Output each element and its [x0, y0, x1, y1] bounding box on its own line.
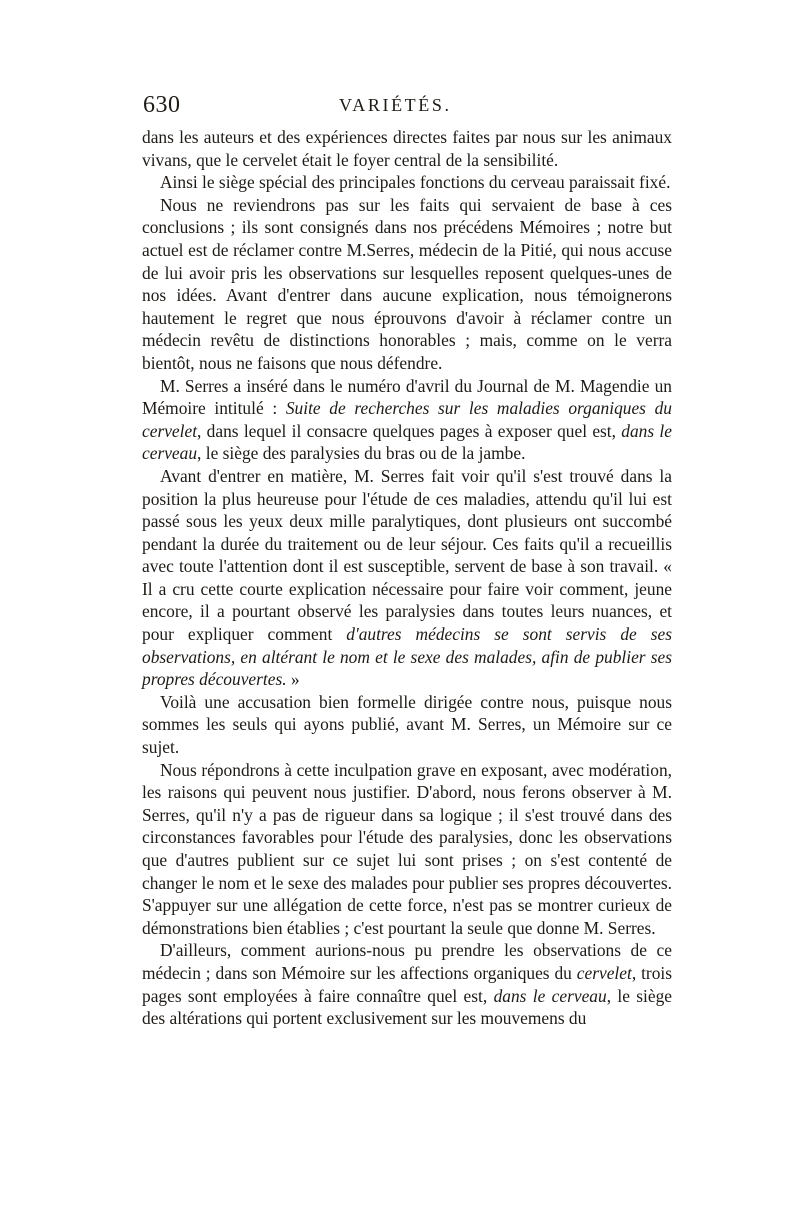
italic-phrase: dans le cerveau: [493, 985, 607, 1006]
paragraph-text: Nous ne reviendrons pas sur les faits qui servaient de base à ces conclusions ; ils sont consignés dans nos précédens Mémoires ; notre but actuel est de réclamer contre M.Serres, médecin de la Pitié, qui nous accuse de lui avoir pris les observations sur lesquelles reposent quelques-unes de nos idées. Avant d'entrer dans aucune explication, nous témoignerons hautement le regret que nous éprouvons d'avoir à réclamer contre un médecin revêtu de distinctions honorables ; mais, comme on le verra bientôt, nous ne faisons que nous défendre.: [142, 194, 672, 373]
paragraph: [142, 126, 672, 171]
paragraph-text: , le siège des paralysies du bras ou de la jambe.: [197, 443, 526, 464]
paragraph-text: D'ailleurs, comment aurions-nous pu prendre les observations de ce médecin ; dans son Mémoire sur les affections organiques du: [142, 940, 672, 983]
paragraph: [142, 171, 672, 194]
paragraph-text: »: [286, 669, 300, 690]
paragraph-text: Voilà une accusation bien formelle dirigée contre nous, puisque nous sommes les seuls qui ayons publié, avant M. Serres, un Mémoire sur ce sujet.: [142, 691, 672, 758]
page-header: [143, 92, 663, 122]
paragraph-text: , trois pages sont employées à faire connaître quel est,: [142, 962, 672, 1006]
page-number: 630: [143, 92, 181, 118]
paragraph: [142, 375, 672, 465]
italic-title: Suite de recherches sur les maladies organiques du cervelet: [142, 398, 673, 441]
paragraph-text: , dans lequel il consacre quelques pages à exposer quel est,: [197, 420, 622, 441]
paragraph-text: , le siège des altérations qui portent exclusivement sur les mouvemens du: [142, 985, 672, 1029]
body-text: [142, 126, 672, 1030]
italic-phrase: dans le cerveau: [142, 420, 672, 464]
paragraph: [142, 465, 672, 691]
paragraph-text: Ainsi le siège spécial des principales fonctions du cerveau paraissait fixé.: [160, 172, 671, 193]
italic-quote: d'autres médecins se sont servis de ses observations, en altérant le nom et le sexe des malades, afin de publier ses propres découvertes.: [142, 624, 672, 690]
paragraph: [142, 691, 672, 759]
paragraph-text: Avant d'entrer en matière, M. Serres fait voir qu'il s'est trouvé dans la position la plus heureuse pour l'étude de ces maladies, attendu qu'il lui est passé sous les yeux deux mille paralytiques, dont plusieurs ont succombé pendant la durée du traitement ou de leur séjour. Ces faits qu'il a recueillis avec toute l'attention dont il est susceptible, servent de base à son travail. « Il a cru cette courte explication nécessaire pour faire voir comment, jeune encore, il a pourtant observé les paralysies dans toutes leurs nuances, et pour expliquer comment: [142, 465, 672, 645]
paragraph: [142, 759, 672, 940]
running-head: VARIÉTÉS.: [339, 95, 452, 115]
paragraph-text: dans les auteurs et des expériences directes faites par nous sur les animaux vivans, que le cervelet était le foyer central de la sensibilité.: [142, 127, 672, 170]
italic-phrase: cervelet: [576, 962, 632, 983]
paragraph-text: M. Serres a inséré dans le numéro d'avril du Journal de M. Magendie un Mémoire intitulé :: [142, 375, 672, 419]
paragraph-text: Nous répondrons à cette inculpation grave en exposant, avec modération, les raisons qui peuvent nous justifier. D'abord, nous ferons observer à M. Serres, qu'il n'y a pas de rigueur dans sa logique ; il s'est trouvé dans des circonstances favorables pour l'étude des paralysies, donc les observations que d'autres publient sur ce sujet lui sont prises ; on s'est contenté de changer le nom et le sexe des malades pour publier ses propres découvertes. S'appuyer sur une allégation de cette force, n'est pas se montrer curieux de démonstrations bien établies ; c'est pourtant la seule que donne M. Serres.: [142, 759, 672, 938]
paragraph: [142, 939, 672, 1029]
paragraph: [142, 194, 672, 375]
